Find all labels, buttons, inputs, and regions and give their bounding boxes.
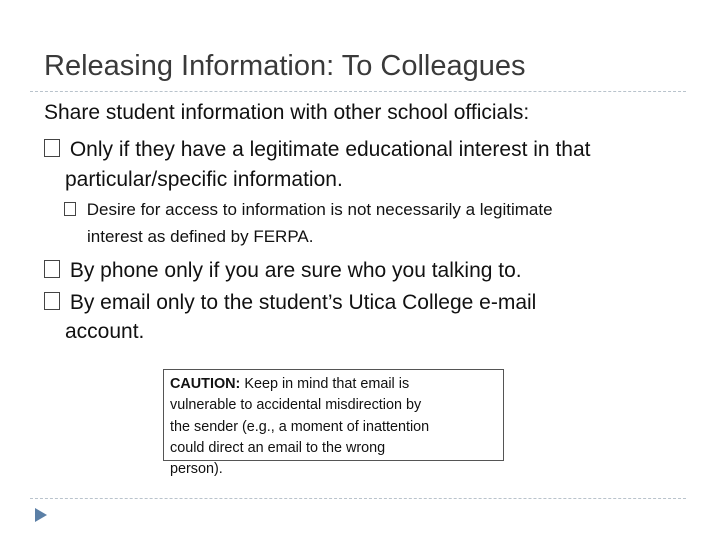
bullet-2	[44, 259, 522, 283]
footer-divider	[30, 498, 686, 499]
square-bullet-icon	[64, 202, 76, 216]
caution-line-5: person).	[170, 461, 223, 478]
caution-label: CAUTION:	[170, 376, 241, 392]
bullet-1	[44, 138, 590, 162]
bullet-3-line-2: account.	[65, 320, 145, 343]
bullet-1-line-2: particular/specific information.	[65, 168, 343, 191]
square-bullet-icon	[44, 260, 60, 278]
caution-box	[163, 369, 504, 478]
caution-line-1	[170, 374, 497, 395]
caution-line-2: vulnerable to accidental misdirection by	[170, 397, 422, 414]
intro-text: Share student information with other school officials:	[44, 101, 530, 124]
slide-title: Releasing Information: To Colleagues	[44, 50, 526, 82]
bullet-3-line-1: By email only to the student’s Utica College e-mail	[69, 291, 537, 314]
sub-bullet	[64, 200, 553, 220]
sub-bullet-line-1: Desire for access to information is not necessarily a legitimate	[86, 200, 553, 219]
bullet-1-line-1: Only if they have a legitimate educational interest in that	[69, 138, 591, 161]
bullet-2-line-1: By phone only if you are sure who you talking to.	[69, 259, 522, 282]
caution-line-4: could direct an email to the wrong	[170, 439, 386, 456]
square-bullet-icon	[44, 292, 60, 310]
caution-line-3: the sender (e.g., a moment of inattention	[170, 418, 430, 435]
title-divider	[30, 91, 686, 92]
sub-bullet-line-2: interest as defined by FERPA.	[87, 227, 314, 246]
square-bullet-icon	[44, 139, 60, 157]
play-arrow-icon[interactable]	[34, 507, 48, 523]
caution-line-1-text: Keep in mind that email is	[240, 376, 410, 392]
bullet-3	[44, 291, 536, 315]
